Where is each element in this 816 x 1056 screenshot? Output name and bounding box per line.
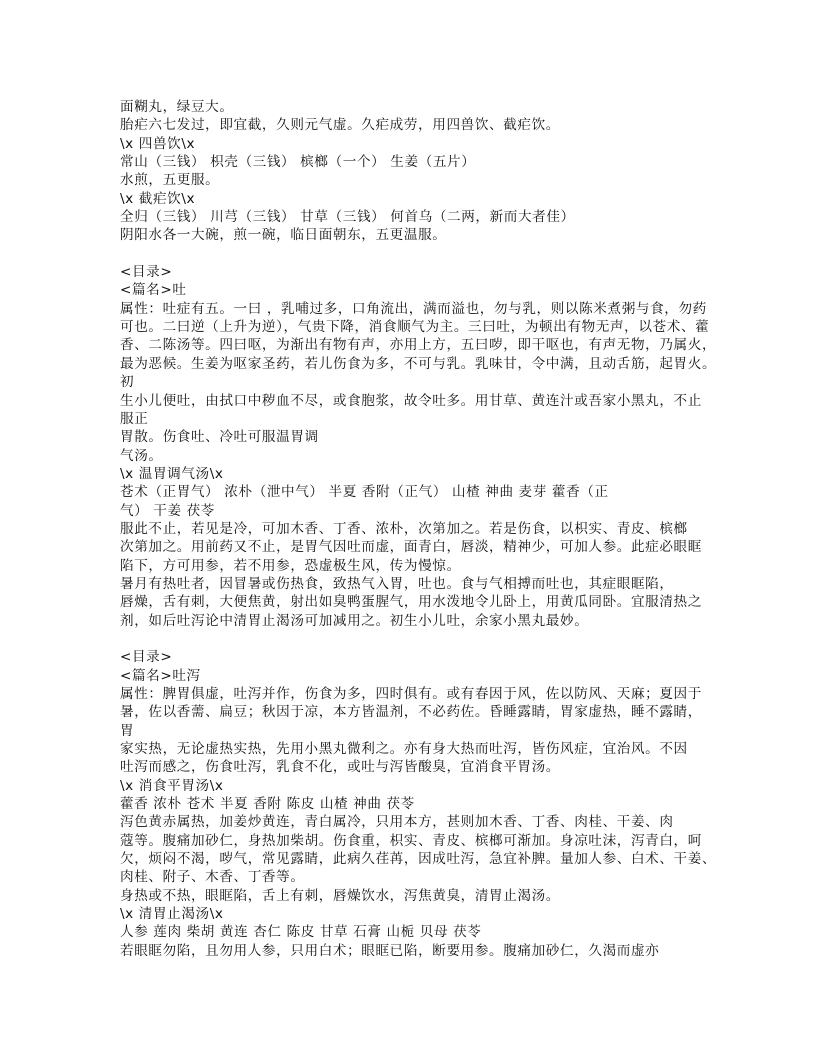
text-line: 属性：吐症有五。一曰 ，乳哺过多，口角流出，满而溢也，勿与乳，则以陈米煮粥与食，勿药 bbox=[120, 300, 707, 317]
text-line: 陷下，方可用参，若不用参，恐虚极生风，传为慢惊。 bbox=[120, 557, 461, 574]
text-line: 泻色黄赤属热，加姜炒黄连，青白属冷，只用本方，甚则加木香、丁香、肉桂、干姜、肉 bbox=[120, 814, 674, 831]
ingredient-line: 人参 莲肉 柴胡 黄连 杏仁 陈皮 甘草 石膏 山栀 贝母 茯苓 bbox=[120, 924, 482, 941]
text-line: 胃 bbox=[120, 722, 135, 739]
text-line: 服此不止，若见是冷，可加木香、丁香、浓朴，次第加之。若是伤食，以枳实、青皮、槟榔 bbox=[120, 520, 688, 537]
ingredient-line: 苍术（正胃气） 浓朴（泄中气） 半夏 香附（正气） 山楂 神曲 麦芽 藿香（正 bbox=[120, 484, 609, 501]
text-line: 吐泻而感之，伤食吐泻，乳食不化，或吐与泻皆酸臭，宜消食平胃汤。 bbox=[120, 759, 561, 776]
ingredient-line: 常山（三钱） 枳壳（三钱） 槟榔（一个） 生姜（五片） bbox=[120, 154, 476, 171]
text-line: 初 bbox=[120, 374, 135, 391]
ingredient-line: 全归（三钱） 川芎（三钱） 甘草（三钱） 何首乌（二两，新而大者佳） bbox=[120, 209, 575, 226]
text-line: 唇燥，舌有刺，大便焦黄，射出如臭鸭蛋腥气，用水泼地令儿卧上，用黄瓜同卧。宜服清热之 bbox=[120, 594, 702, 611]
text-line: 生小儿便吐，由拭口中秽血不尽，或食胞浆，故令吐多。用甘草、黄连汁或吾家小黑丸，不止 bbox=[120, 392, 702, 409]
text-line: 服正 bbox=[120, 410, 149, 427]
text-line: 属性：脾胃俱虚，吐泻并作，伤食为多，四时俱有。或有春因于风，佐以防风、天麻；夏因于 bbox=[120, 686, 702, 702]
recipe-heading: \x 温胃调气汤\x bbox=[120, 465, 224, 482]
text-line: 阴阳水各一大碗，煎一碗，临日面朝东，五更温服。 bbox=[120, 227, 447, 244]
text-line: 暑月有热吐者，因冒暑或伤热食，致热气入胃，吐也。食与气相搏而吐也，其症眼眶陷， bbox=[120, 575, 674, 592]
text-line: 水煎，五更服。 bbox=[120, 172, 220, 189]
toc-marker: <目录> bbox=[120, 649, 173, 666]
text-line: 暑，佐以香薷、扁豆；秋因于凉，本方皆温剂，不必药佐。昏睡露睛，胃家虚热，睡不露睛， bbox=[120, 704, 702, 721]
text-line: 肉桂、附子、木香、丁香等。 bbox=[120, 869, 305, 886]
ingredient-line: 藿香 浓朴 苍术 半夏 香附 陈皮 山楂 神曲 茯苓 bbox=[120, 796, 415, 813]
text-line: 最为恶候。生姜为呕家圣药，若儿伤食为多，不可与乳。乳味甘，令中满，且动舌筋，起胃火。 bbox=[120, 355, 717, 372]
blank-line bbox=[120, 245, 720, 263]
section-tuxie bbox=[120, 648, 720, 960]
text-line: 蔻等。腹痛加砂仁，身热加柴胡。伤食重，枳实、青皮、槟榔可渐加。身凉吐沫，泻青白，呵 bbox=[120, 832, 702, 849]
document-page bbox=[120, 98, 720, 960]
text-line: 香、二陈汤等。四曰呕，为渐出有物有声，亦用上方，五曰哕，即干呕也，有声无物，乃属火， bbox=[120, 337, 717, 354]
text-line: 身热或不热，眼眶陷，舌上有刺，唇燥饮水，泻焦黄臭，清胃止渴汤。 bbox=[120, 887, 561, 904]
blank-line bbox=[120, 630, 720, 648]
text-line: 次第加之。用前药又不止，是胃气因吐而虚，面青白，唇淡，精神少，可加人参。此症必眼眶 bbox=[120, 539, 702, 556]
toc-marker: <目录> bbox=[120, 264, 173, 281]
recipe-heading: \x 清胃止渴汤\x bbox=[120, 906, 224, 923]
section-tu bbox=[120, 263, 720, 630]
section-previous bbox=[120, 98, 720, 245]
recipe-heading: \x 消食平胃汤\x bbox=[120, 777, 224, 794]
recipe-heading: \x 截疟饮\x bbox=[120, 190, 196, 207]
text-line: 面糊丸，绿豆大。 bbox=[120, 99, 234, 115]
text-line: 欠，烦闷不渴，哕气，常见露睛，此病久荏苒，因成吐泻，急宜补脾。量加人参、白术、干姜、 bbox=[120, 851, 717, 868]
text-line: 气汤。 bbox=[120, 447, 163, 464]
text-line: 家实热，无论虚热实热，先用小黑丸微利之。亦有身大热而吐泻，皆伤风症，宜治风。不因 bbox=[120, 741, 688, 758]
text-line: 若眼眶勿陷，且勿用人参，只用白术；眼眶已陷，断要用参。腹痛加砂仁，久渴而虚亦 bbox=[120, 942, 660, 959]
ingredient-line: 气） 干姜 茯苓 bbox=[120, 502, 216, 519]
text-line: 可也。二曰逆（上升为逆），气贵下降，消食顺气为主。三曰吐，为顿出有物无声，以苍术、藿 bbox=[120, 319, 710, 336]
section-title: <篇名>吐 bbox=[120, 282, 187, 299]
text-line: 胎疟六七发过，即宜截，久则元气虚。久疟成劳，用四兽饮、截疟饮。 bbox=[120, 117, 561, 134]
section-title: <篇名>吐泻 bbox=[120, 667, 201, 684]
text-line: 胃散。伤食吐、冷吐可服温胃调 bbox=[120, 429, 319, 446]
recipe-heading: \x 四兽饮\x bbox=[120, 135, 196, 152]
text-line: 剂，如后吐泻论中清胃止渴汤可加减用之。初生小儿吐，余家小黑丸最妙。 bbox=[120, 612, 589, 629]
